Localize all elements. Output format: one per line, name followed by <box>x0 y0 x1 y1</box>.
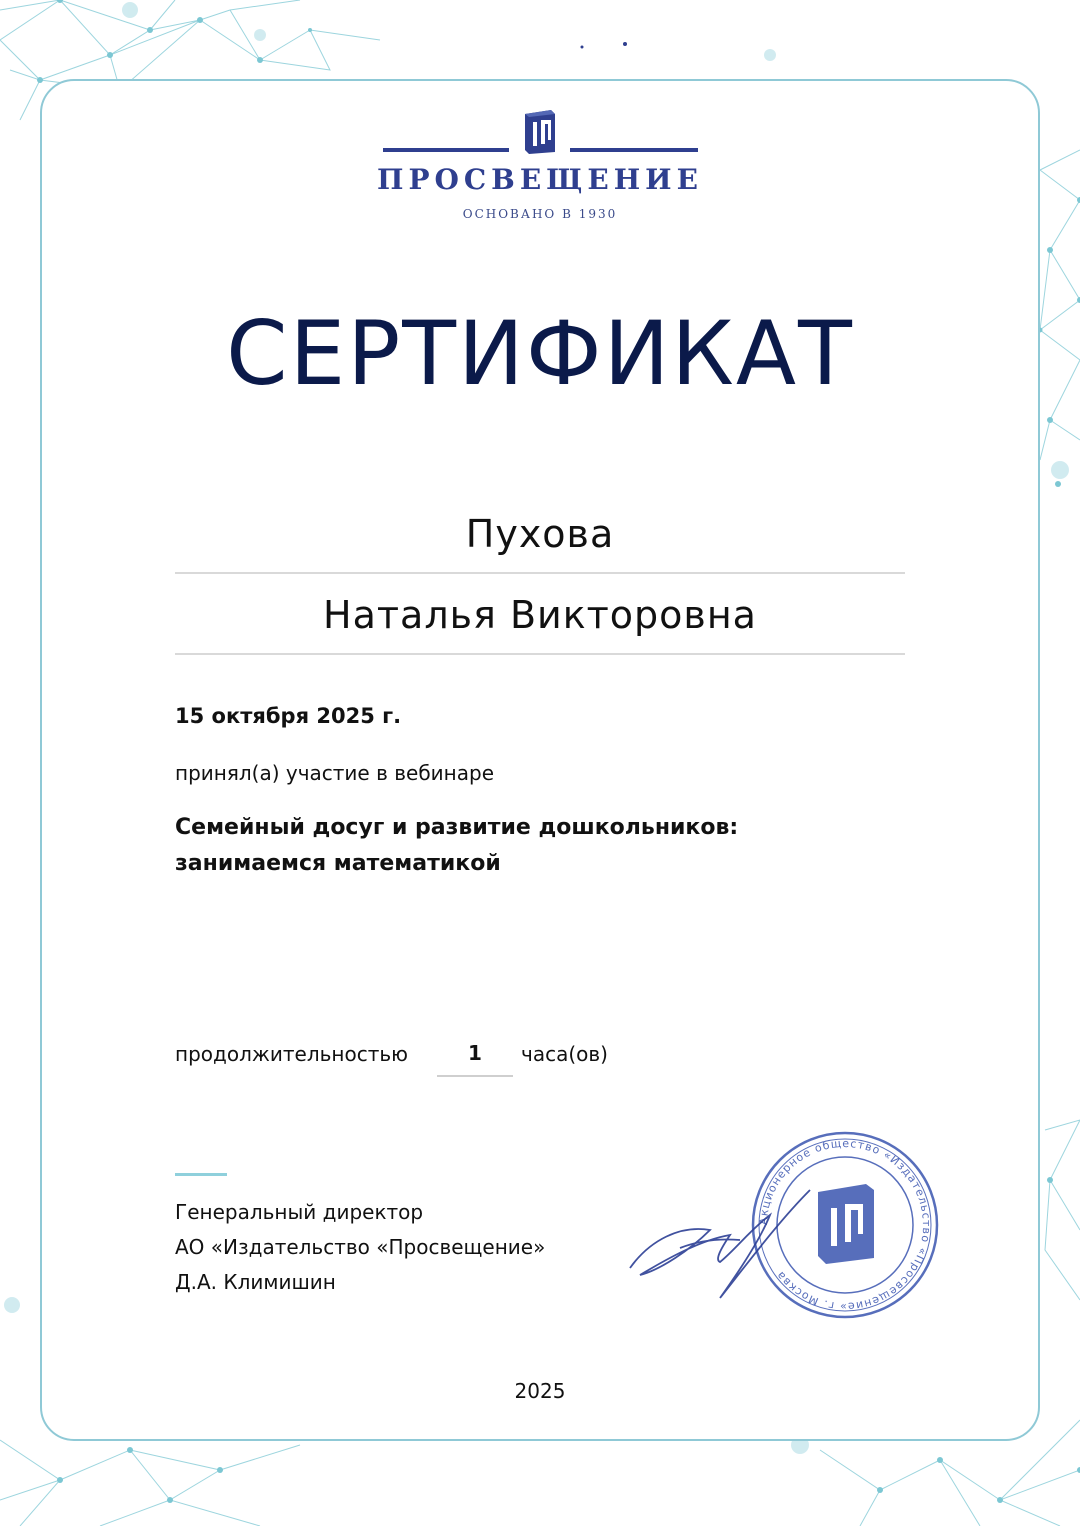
surname-underline <box>175 572 905 574</box>
webinar-title: Семейный досуг и развитие дошкольников: занимаемся математикой <box>175 815 739 876</box>
logo-rule-left <box>383 148 509 152</box>
duration-value: 1 <box>468 1041 482 1065</box>
duration-underline <box>437 1075 513 1077</box>
certificate-title: СЕРТИФИКАТ <box>226 302 854 405</box>
signatory-block <box>175 1195 545 1300</box>
logo-rule-right <box>570 148 698 152</box>
event-date: 15 октября 2025 г. <box>175 704 402 728</box>
signature-accent-line <box>175 1173 227 1176</box>
publisher-wordmark: ПРОСВЕЩЕНИЕ <box>377 163 703 196</box>
seal-stamp-icon <box>620 1130 950 1320</box>
participation-text: принял(а) участие в вебинаре <box>175 761 494 785</box>
recipient-surname: Пухова <box>465 512 615 556</box>
signatory-position: Генеральный директор <box>175 1200 424 1224</box>
given-names-underline <box>175 653 905 655</box>
publisher-founded: ОСНОВАНО В 1930 <box>462 207 618 221</box>
seal-ring-text: Акционерное общество «Издательство «Просвещение» г. Москва <box>756 1136 934 1314</box>
duration-label: продолжительностью <box>175 1042 408 1066</box>
signatory-organization: АО «Издательство «Просвещение» <box>175 1235 546 1259</box>
signatory-name: Д.А. Климишин <box>175 1270 336 1294</box>
duration-unit: часа(ов) <box>521 1042 608 1066</box>
certificate-year: 2025 <box>514 1379 566 1403</box>
ip-emblem-icon <box>521 108 559 156</box>
recipient-given-names: Наталья Викторовна <box>323 593 757 637</box>
